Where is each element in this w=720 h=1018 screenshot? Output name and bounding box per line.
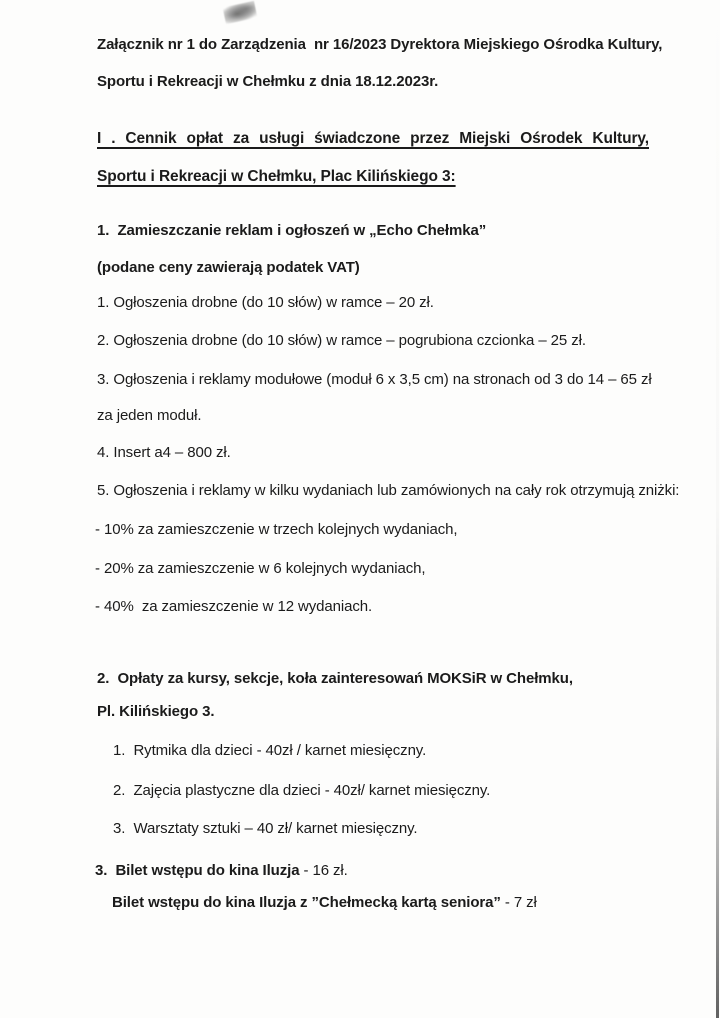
ads-discount-40: - 40% za zamieszczenie w 12 wydaniach. bbox=[95, 598, 373, 615]
section1-vat-note: (podane ceny zawierają podatek VAT) bbox=[97, 259, 360, 276]
document-title-line-1: I . Cennik opłat za usługi świadczone przez Miejski Ośrodek Kultury, bbox=[97, 130, 649, 147]
scan-smudge-artifact bbox=[223, 1, 258, 24]
courses-item-3: 3. Warsztaty sztuki – 40 zł/ karnet miesięczny. bbox=[113, 820, 418, 837]
ads-item-3-line-2: za jeden moduł. bbox=[97, 407, 202, 424]
ads-item-4: 4. Insert a4 – 800 zł. bbox=[97, 444, 231, 461]
courses-item-1: 1. Rytmika dla dzieci - 40zł / karnet miesięczny. bbox=[113, 742, 427, 759]
cinema-ticket-label: 3. Bilet wstępu do kina Iluzja bbox=[95, 862, 300, 879]
cinema-senior-ticket-price: - 7 zł bbox=[500, 894, 537, 911]
ads-item-3-line-1: 3. Ogłoszenia i reklamy modułowe (moduł 6 x 3,5 cm) na stronach od 3 do 14 – 65 zł bbox=[97, 371, 652, 388]
cinema-ticket-price: - 16 zł. bbox=[299, 862, 348, 879]
section1-heading: 1. Zamieszczanie reklam i ogłoszeń w „Echo Chełmka” bbox=[97, 222, 487, 239]
cinema-ticket-line-2 bbox=[112, 892, 537, 913]
ads-item-5: 5. Ogłoszenia i reklamy w kilku wydaniach lub zamówionych na cały rok otrzymują zniżki: bbox=[97, 482, 680, 499]
section2-heading-line-2: Pl. Kilińskiego 3. bbox=[97, 703, 215, 720]
scan-edge-artifact bbox=[716, 0, 719, 1018]
attachment-header-line-2: Sportu i Rekreacji w Chełmku z dnia 18.12.2023r. bbox=[97, 73, 439, 90]
ads-item-1: 1. Ogłoszenia drobne (do 10 słów) w ramce – 20 zł. bbox=[97, 294, 434, 311]
ads-discount-20: - 20% za zamieszczenie w 6 kolejnych wydaniach, bbox=[95, 560, 426, 577]
courses-item-2: 2. Zajęcia plastyczne dla dzieci - 40zł/ karnet miesięczny. bbox=[113, 782, 491, 799]
cinema-ticket-line-1 bbox=[95, 860, 348, 881]
document-title-line-2: Sportu i Rekreacji w Chełmku, Plac Kilińskiego 3: bbox=[97, 168, 456, 185]
attachment-header-line-1: Załącznik nr 1 do Zarządzenia nr 16/2023 Dyrektora Miejskiego Ośrodka Kultury, bbox=[97, 36, 663, 53]
ads-item-2: 2. Ogłoszenia drobne (do 10 słów) w ramce – pogrubiona czcionka – 25 zł. bbox=[97, 332, 586, 349]
cinema-senior-ticket-label: Bilet wstępu do kina Iluzja z ”Chełmecką kartą seniora” bbox=[112, 894, 501, 911]
ads-discount-10: - 10% za zamieszczenie w trzech kolejnych wydaniach, bbox=[95, 521, 458, 538]
section2-heading-line-1: 2. Opłaty za kursy, sekcje, koła zainteresowań MOKSiR w Chełmku, bbox=[97, 670, 573, 687]
